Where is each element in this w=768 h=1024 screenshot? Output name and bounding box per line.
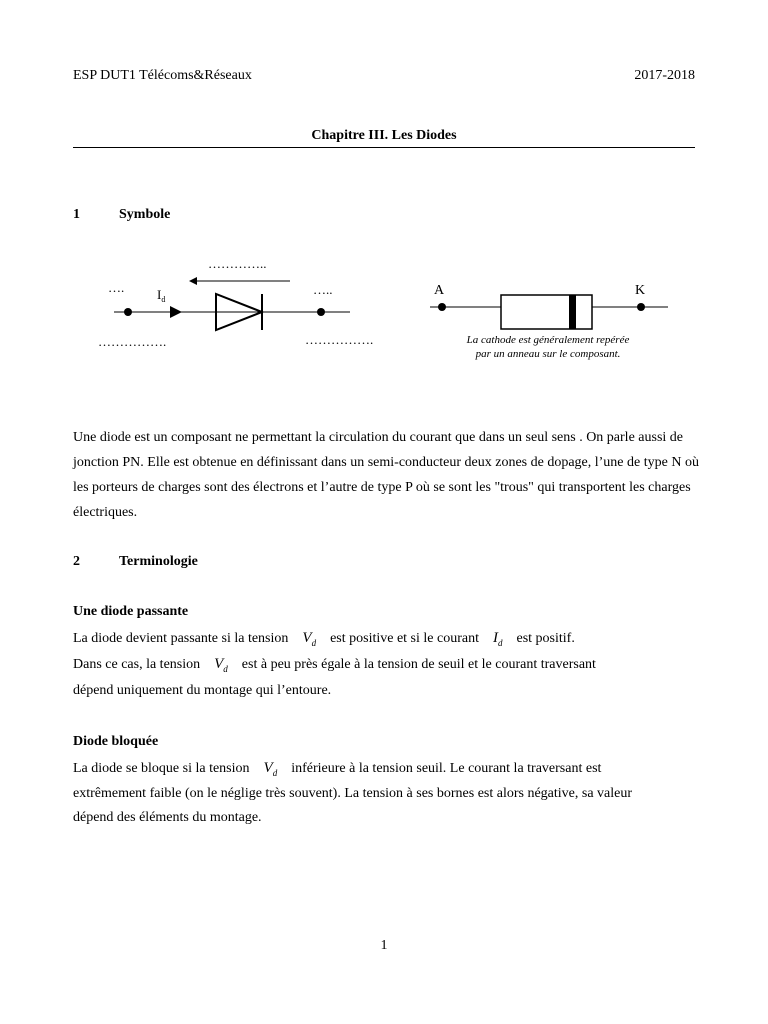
passante-line-3: dépend uniquement du montage qui l’entoure. <box>73 683 332 698</box>
section-2-title: Terminologie <box>119 554 198 569</box>
dots-right-top: ….. <box>313 282 333 297</box>
header-left: ESP DUT1 Télécoms&Réseaux <box>73 68 252 83</box>
dots-top: ………….. <box>208 256 267 271</box>
header-right: 2017-2018 <box>634 68 695 83</box>
passante-line-1: La diode devient passante si la tension $V_d$ est positive et si le courant $I_d$ est positif. <box>73 630 575 648</box>
vd-symbol: $V_d$ <box>263 760 278 778</box>
intro-paragraph: Une diode est un composant ne permettant la circulation du courant que dans un seul sens . On parle aussi de jonction PN. Elle est obtenue en définissant dans un semi-conducteur deux zones de dopage, l’une de type N où les porteurs de charges sont des électrons et l’autre de type P où se sont les "trous" qui transportent les charges électriques. <box>73 430 699 520</box>
id-symbol: $I_d$ <box>492 630 503 648</box>
component-body <box>501 295 592 329</box>
dots-right-bottom: ……………. <box>305 332 374 347</box>
current-label: $I_d$ <box>157 287 166 304</box>
arrow-head <box>189 277 197 285</box>
section-1-heading <box>73 207 170 223</box>
diode-symbol-figure <box>90 252 690 372</box>
page-number: 1 <box>380 938 388 953</box>
title-rule <box>73 147 695 148</box>
cathode-band <box>569 295 576 329</box>
chapter-title: Chapitre III. Les Diodes <box>311 128 457 143</box>
dots-left-top: …. <box>108 280 125 295</box>
terminal-right <box>317 308 325 316</box>
vd-symbol: $V_d$ <box>214 656 228 674</box>
passante-heading: Une diode passante <box>73 604 189 619</box>
terminal-k <box>637 303 645 311</box>
terminal-a <box>438 303 446 311</box>
section-2-number: 2 <box>73 554 80 569</box>
bloquee-line-2: extrêmement faible (on le néglige très souvent). La tension à ses bornes est alors négative, sa valeur <box>73 786 633 801</box>
current-arrow <box>170 306 182 318</box>
section-2-heading <box>73 554 198 570</box>
section-1-number: 1 <box>73 207 80 222</box>
label-k: K <box>635 283 646 298</box>
bloquee-heading: Diode bloquée <box>73 734 159 749</box>
caption-line-2: par un anneau sur le composant. <box>475 348 621 360</box>
label-a: A <box>434 283 445 298</box>
vd-symbol: $V_d$ <box>302 630 317 648</box>
bloquee-line-3: dépend des éléments du montage. <box>73 810 262 825</box>
passante-line-2: Dans ce cas, la tension $V_d$ est à peu près égale à la tension de seuil et le courant traversant <box>73 656 596 674</box>
terminal-left <box>124 308 132 316</box>
caption-line-1: La cathode est généralement repérée <box>466 334 630 346</box>
bloquee-line-1: La diode se bloque si la tension $V_d$ inférieure à la tension seuil. Le courant la traversant est <box>73 760 602 778</box>
dots-left-bottom: ……………. <box>98 334 167 349</box>
section-1-title: Symbole <box>119 207 171 222</box>
